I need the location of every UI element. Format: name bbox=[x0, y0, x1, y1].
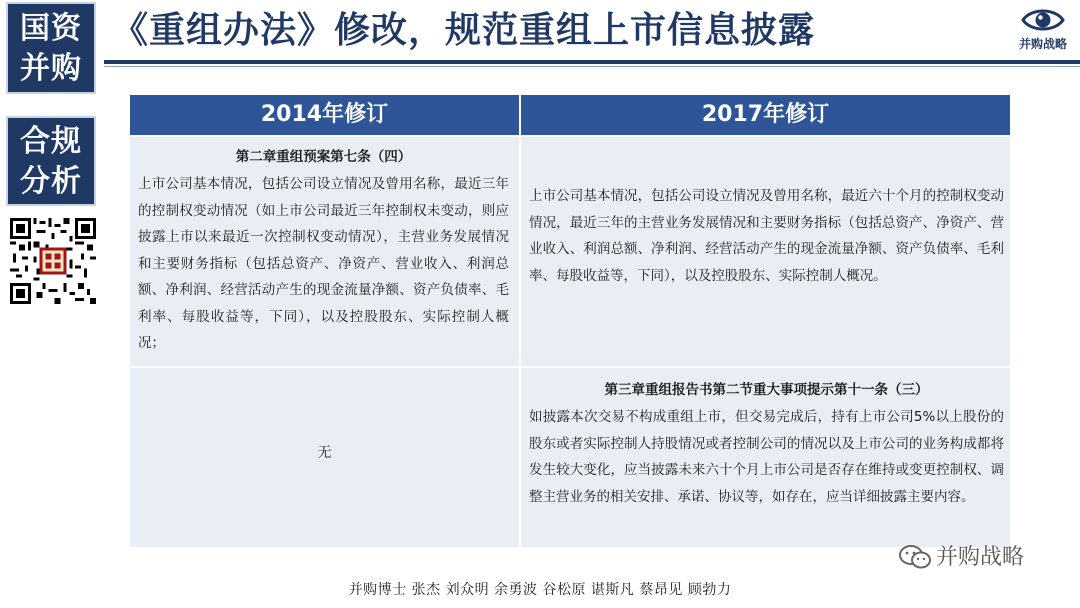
title-divider bbox=[104, 60, 1080, 64]
table-cell-row1-2014 bbox=[130, 137, 519, 366]
watermark-text: 并购战略 bbox=[936, 545, 1025, 570]
qr-code-icon bbox=[10, 218, 96, 304]
table-cell-row2-2014 bbox=[130, 368, 519, 547]
table-cell-row2-2017 bbox=[521, 368, 1010, 547]
tag-guozi-binggou bbox=[6, 2, 96, 94]
title-divider-thin bbox=[104, 66, 1080, 67]
eye-logo-icon bbox=[1021, 6, 1065, 34]
footer-authors: 并购博士 张杰 刘众明 余勇波 谷松原 谌斯凡 蔡昂见 顾勃力 bbox=[348, 582, 732, 598]
tag-line: 并购 bbox=[20, 51, 82, 86]
table-cell-row1-2017 bbox=[521, 137, 1010, 366]
brand-logo bbox=[1010, 6, 1076, 58]
column-header-2014: 2014年修订 bbox=[130, 95, 519, 135]
logo-text: 并购战略 bbox=[1018, 37, 1067, 51]
tag-line: 国资 bbox=[20, 11, 82, 46]
empty-value-text: 无 bbox=[317, 445, 332, 461]
tag-line: 合规 bbox=[20, 124, 82, 159]
column-header-2017: 2017年修订 bbox=[521, 95, 1010, 135]
comparison-table bbox=[130, 95, 1010, 547]
wechat-icon bbox=[898, 544, 932, 570]
clause-text: 上市公司基本情况，包括公司设立情况及曾用名称，最近三年的控制权变动情况（如上市公司最近三年控制权未变动，则应披露上市以来最近一次控制权变动情况），主营业务发展情况和主要财务指标（包括总资产、净资产、营业收入、利润总额、净利润、经营活动产生的现金流量净额、资产负债率、毛利率、每股收益等，下同），以及控股股东、实际控制人概况； bbox=[138, 176, 509, 351]
clause-heading: 第二章重组预案第七条（四） bbox=[235, 149, 412, 165]
clause-text: 如披露本次交易不构成重组上市，但交易完成后，持有上市公司5%以上股份的股东或者实际控制人持股情况或者控制公司的情况以及上市公司的业务构成都将发生较大变化，应当披露未来六十个月上市公司是否存在维持或变更控制权、调整主营业务的相关安排、承诺、协议等，如存在，应当详细披露主要内容。 bbox=[529, 409, 1004, 505]
tag-line: 分析 bbox=[20, 164, 82, 199]
tag-hegui-fenxi bbox=[6, 116, 96, 206]
sidebar bbox=[0, 0, 102, 608]
page-title: 《重组办法》修改，规范重组上市信息披露 bbox=[112, 10, 816, 51]
clause-text: 上市公司基本情况，包括公司设立情况及曾用名称，最近六十个月的控制权变动情况，最近三年的主营业务发展情况和主要财务指标（包括总资产、净资产、营业收入、利润总额、净利润、经营活动产生的现金流量净额、资产负债率、毛利率、每股收益等，下同），以及控股股东、实际控制人概况。 bbox=[529, 188, 1004, 284]
clause-heading: 第三章重组报告书第二节重大事项提示第十一条（三） bbox=[604, 382, 929, 398]
wechat-watermark bbox=[898, 542, 1024, 574]
